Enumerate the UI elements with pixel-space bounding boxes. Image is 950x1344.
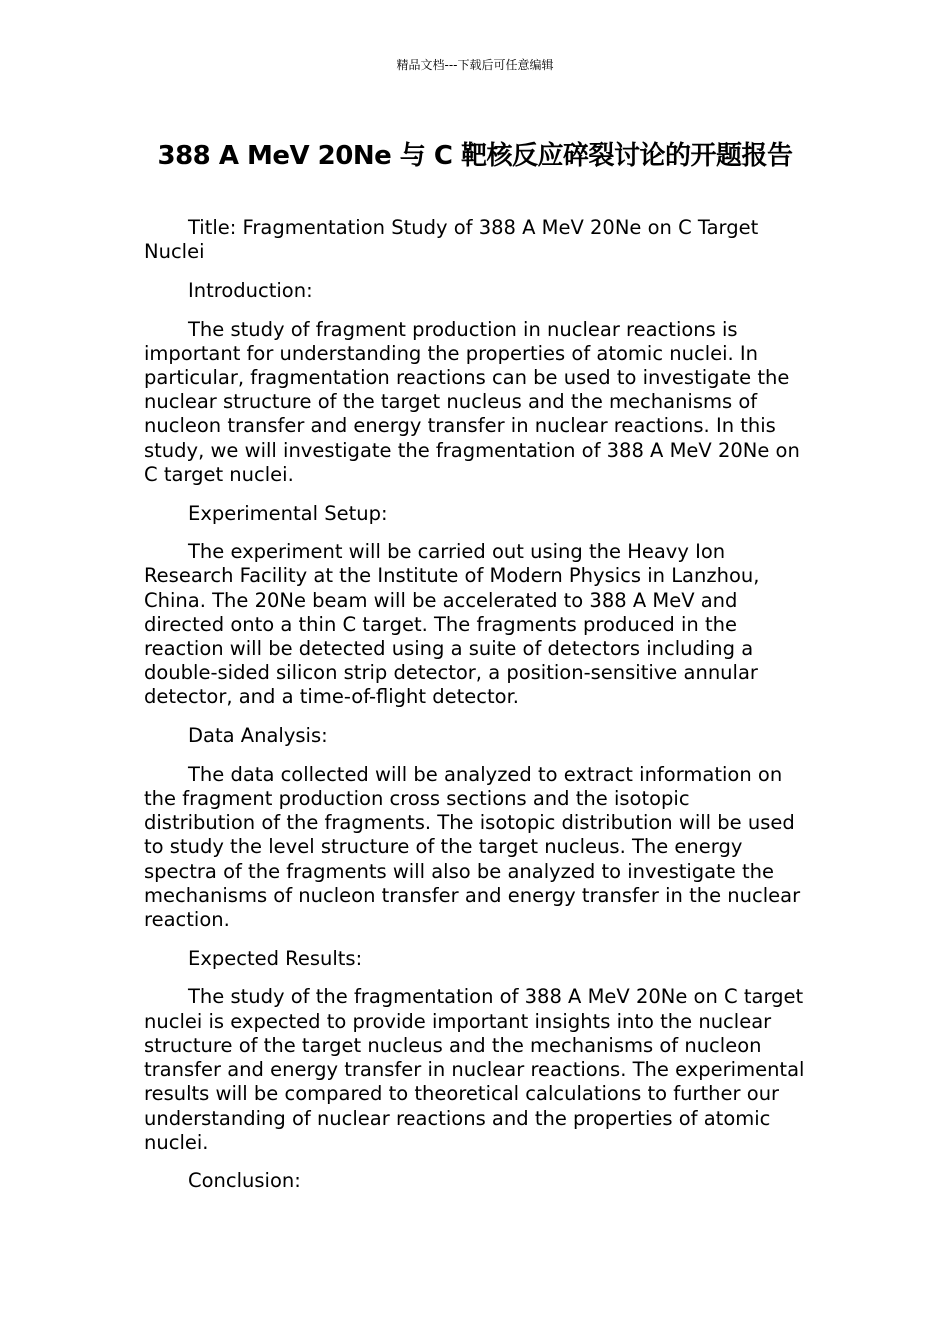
header-note: 精品文档---下载后可任意编辑 <box>396 58 554 72</box>
paragraph-expected-results: The study of the fragmentation of 388 A MeV 20Ne on C target nuclei is expected to provide important insights into the nuclear structure of the target nucleus and the mechanisms of nucleon transfer and energy transfer in nuclear reactions. The experimental results will be compared to theoretical calculations to further our understanding of nuclear reactions and the properties of atomic nuclei. <box>144 985 805 1154</box>
section-heading-expected-results: Expected Results: <box>188 946 363 970</box>
title-line: Title: Fragmentation Study of 388 A MeV 20Ne on C Target Nuclei <box>144 216 759 264</box>
document-title: 388 A MeV 20Ne 与 C 靶核反应碎裂讨论的开题报告 <box>157 141 793 171</box>
section-heading-experimental-setup: Experimental Setup: <box>188 501 388 525</box>
paragraph-introduction: The study of fragment production in nuclear reactions is important for understanding the properties of atomic nuclei. In particular, fragmentation reactions can be used to investigate the nuclear structure of the target nucleus and the mechanisms of nucleon transfer and energy transfer in nuclear reactions. In this study, we will investigate the fragmentation of 388 A MeV 20Ne on C target nuclei. <box>144 317 800 486</box>
document-body <box>144 216 806 1208</box>
paragraph-experimental-setup: The experiment will be carried out using the Heavy Ion Research Facility at the Institute of Modern Physics in Lanzhou, China. The 20Ne beam will be accelerated to 388 A MeV and directed onto a thin C target. The fragments produced in the reaction will be detected using a suite of detectors including a double-sided silicon strip detector, a position-sensitive annular detector, and a time-of-flight detector. <box>144 540 760 709</box>
section-heading-data-analysis: Data Analysis: <box>188 724 328 748</box>
section-heading-introduction: Introduction: <box>188 278 313 302</box>
paragraph-data-analysis: The data collected will be analyzed to extract information on the fragment production cross sections and the isotopic distribution of the fragments. The isotopic distribution will be used to study the level structure of the target nucleus. The energy spectra of the fragments will also be analyzed to investigate the mechanisms of nucleon transfer and energy transfer in the nuclear reaction. <box>144 762 801 932</box>
section-heading-conclusion: Conclusion: <box>188 1169 301 1193</box>
